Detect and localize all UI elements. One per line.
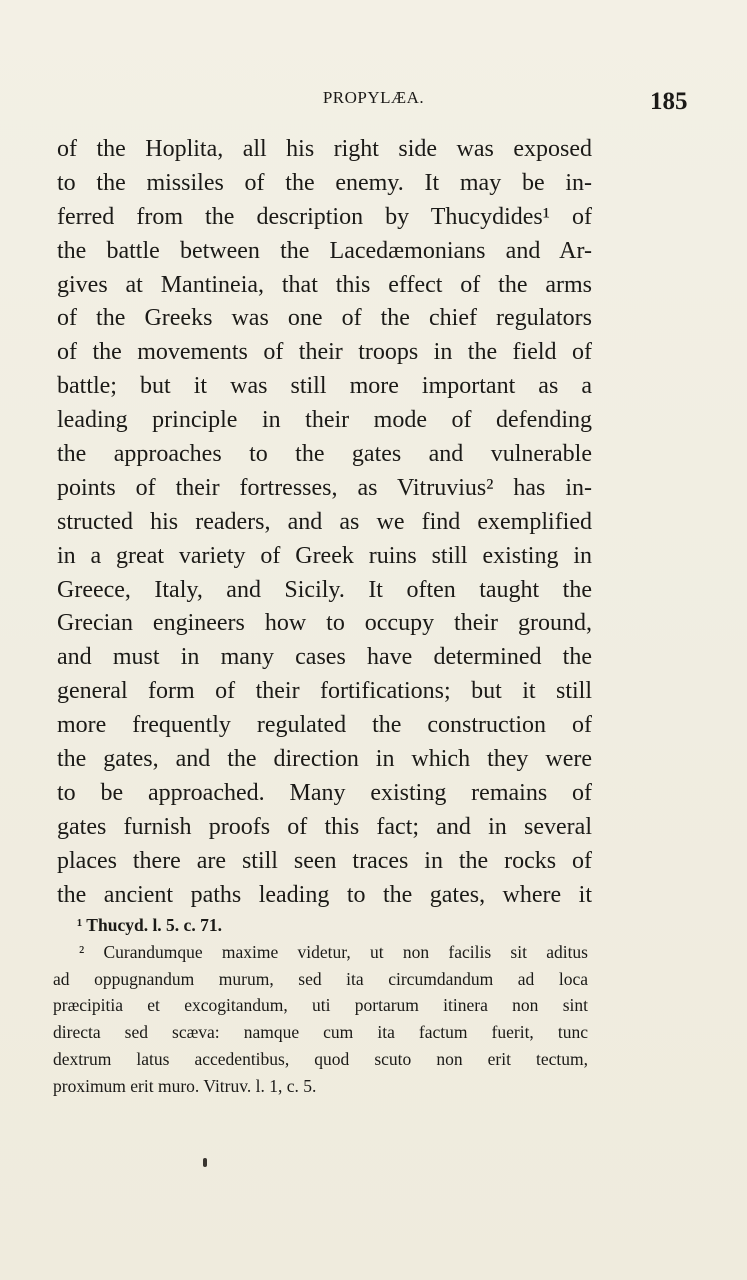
text-line: the approaches to the gates and vulnerable [57, 441, 592, 468]
text-line: structed his readers, and as we find exemplified [57, 508, 592, 535]
footnote-2-line: directa sed scæva: namque cum ita factum fuerit, tunc [53, 1022, 588, 1043]
text-line: more frequently regulated the construction of [57, 712, 592, 739]
ink-spot [203, 1158, 207, 1167]
text-line: the ancient paths leading to the gates, where it [57, 881, 592, 908]
text-line: gates furnish proofs of this fact; and in several [57, 813, 592, 840]
footnote-2-line: dextrum latus accedentibus, quod scuto non erit tectum, [53, 1048, 588, 1069]
footnote-2-line: præcipitia et excogitandum, uti portarum itinera non sint [53, 995, 588, 1016]
body-text [57, 133, 592, 912]
text-line: battle; but it was still more important as a [57, 373, 592, 400]
footnote-2-line: ad oppugnandum murum, sed ita circumdandum ad loca [53, 968, 588, 989]
text-line: to the missiles of the enemy. It may be in- [57, 169, 592, 196]
text-line: leading principle in their mode of defending [57, 407, 592, 434]
text-line: ferred from the description by Thucydides¹ of [57, 203, 592, 230]
text-line: general form of their fortifications; but it still [57, 678, 592, 705]
text-line: of the Hoplita, all his right side was exposed [57, 136, 592, 162]
text-line: of the movements of their troops in the field of [57, 339, 592, 366]
footnote-2-line: ² Curandumque maxime videtur, ut non facilis sit aditus [79, 941, 588, 962]
text-line: and must in many cases have determined the [57, 644, 592, 671]
text-line: Greece, Italy, and Sicily. It often taught the [57, 576, 592, 603]
text-line: in a great variety of Greek ruins still existing in [57, 542, 592, 569]
text-line: places there are still seen traces in the rocks of [57, 847, 592, 874]
running-head: PROPYLÆA. [322, 88, 425, 107]
text-line: the battle between the Lacedæmonians and Ar- [57, 237, 592, 264]
page-number: 185 [650, 88, 688, 115]
footnote-2-line: proximum erit muro. Vitruv. l. 1, c. 5. [53, 1075, 317, 1096]
text-line: points of their fortresses, as Vitruvius² has in- [57, 474, 592, 501]
text-line: Grecian engineers how to occupy their ground, [57, 610, 592, 637]
text-line: the gates, and the direction in which they were [57, 746, 592, 773]
text-line: gives at Mantineia, that this effect of the arms [57, 271, 592, 298]
text-line: of the Greeks was one of the chief regulators [57, 305, 592, 332]
text-line: to be approached. Many existing remains of [57, 779, 592, 806]
footnotes [53, 912, 588, 1100]
footnote-1: ¹ Thucyd. l. 5. c. 71. [77, 915, 222, 935]
